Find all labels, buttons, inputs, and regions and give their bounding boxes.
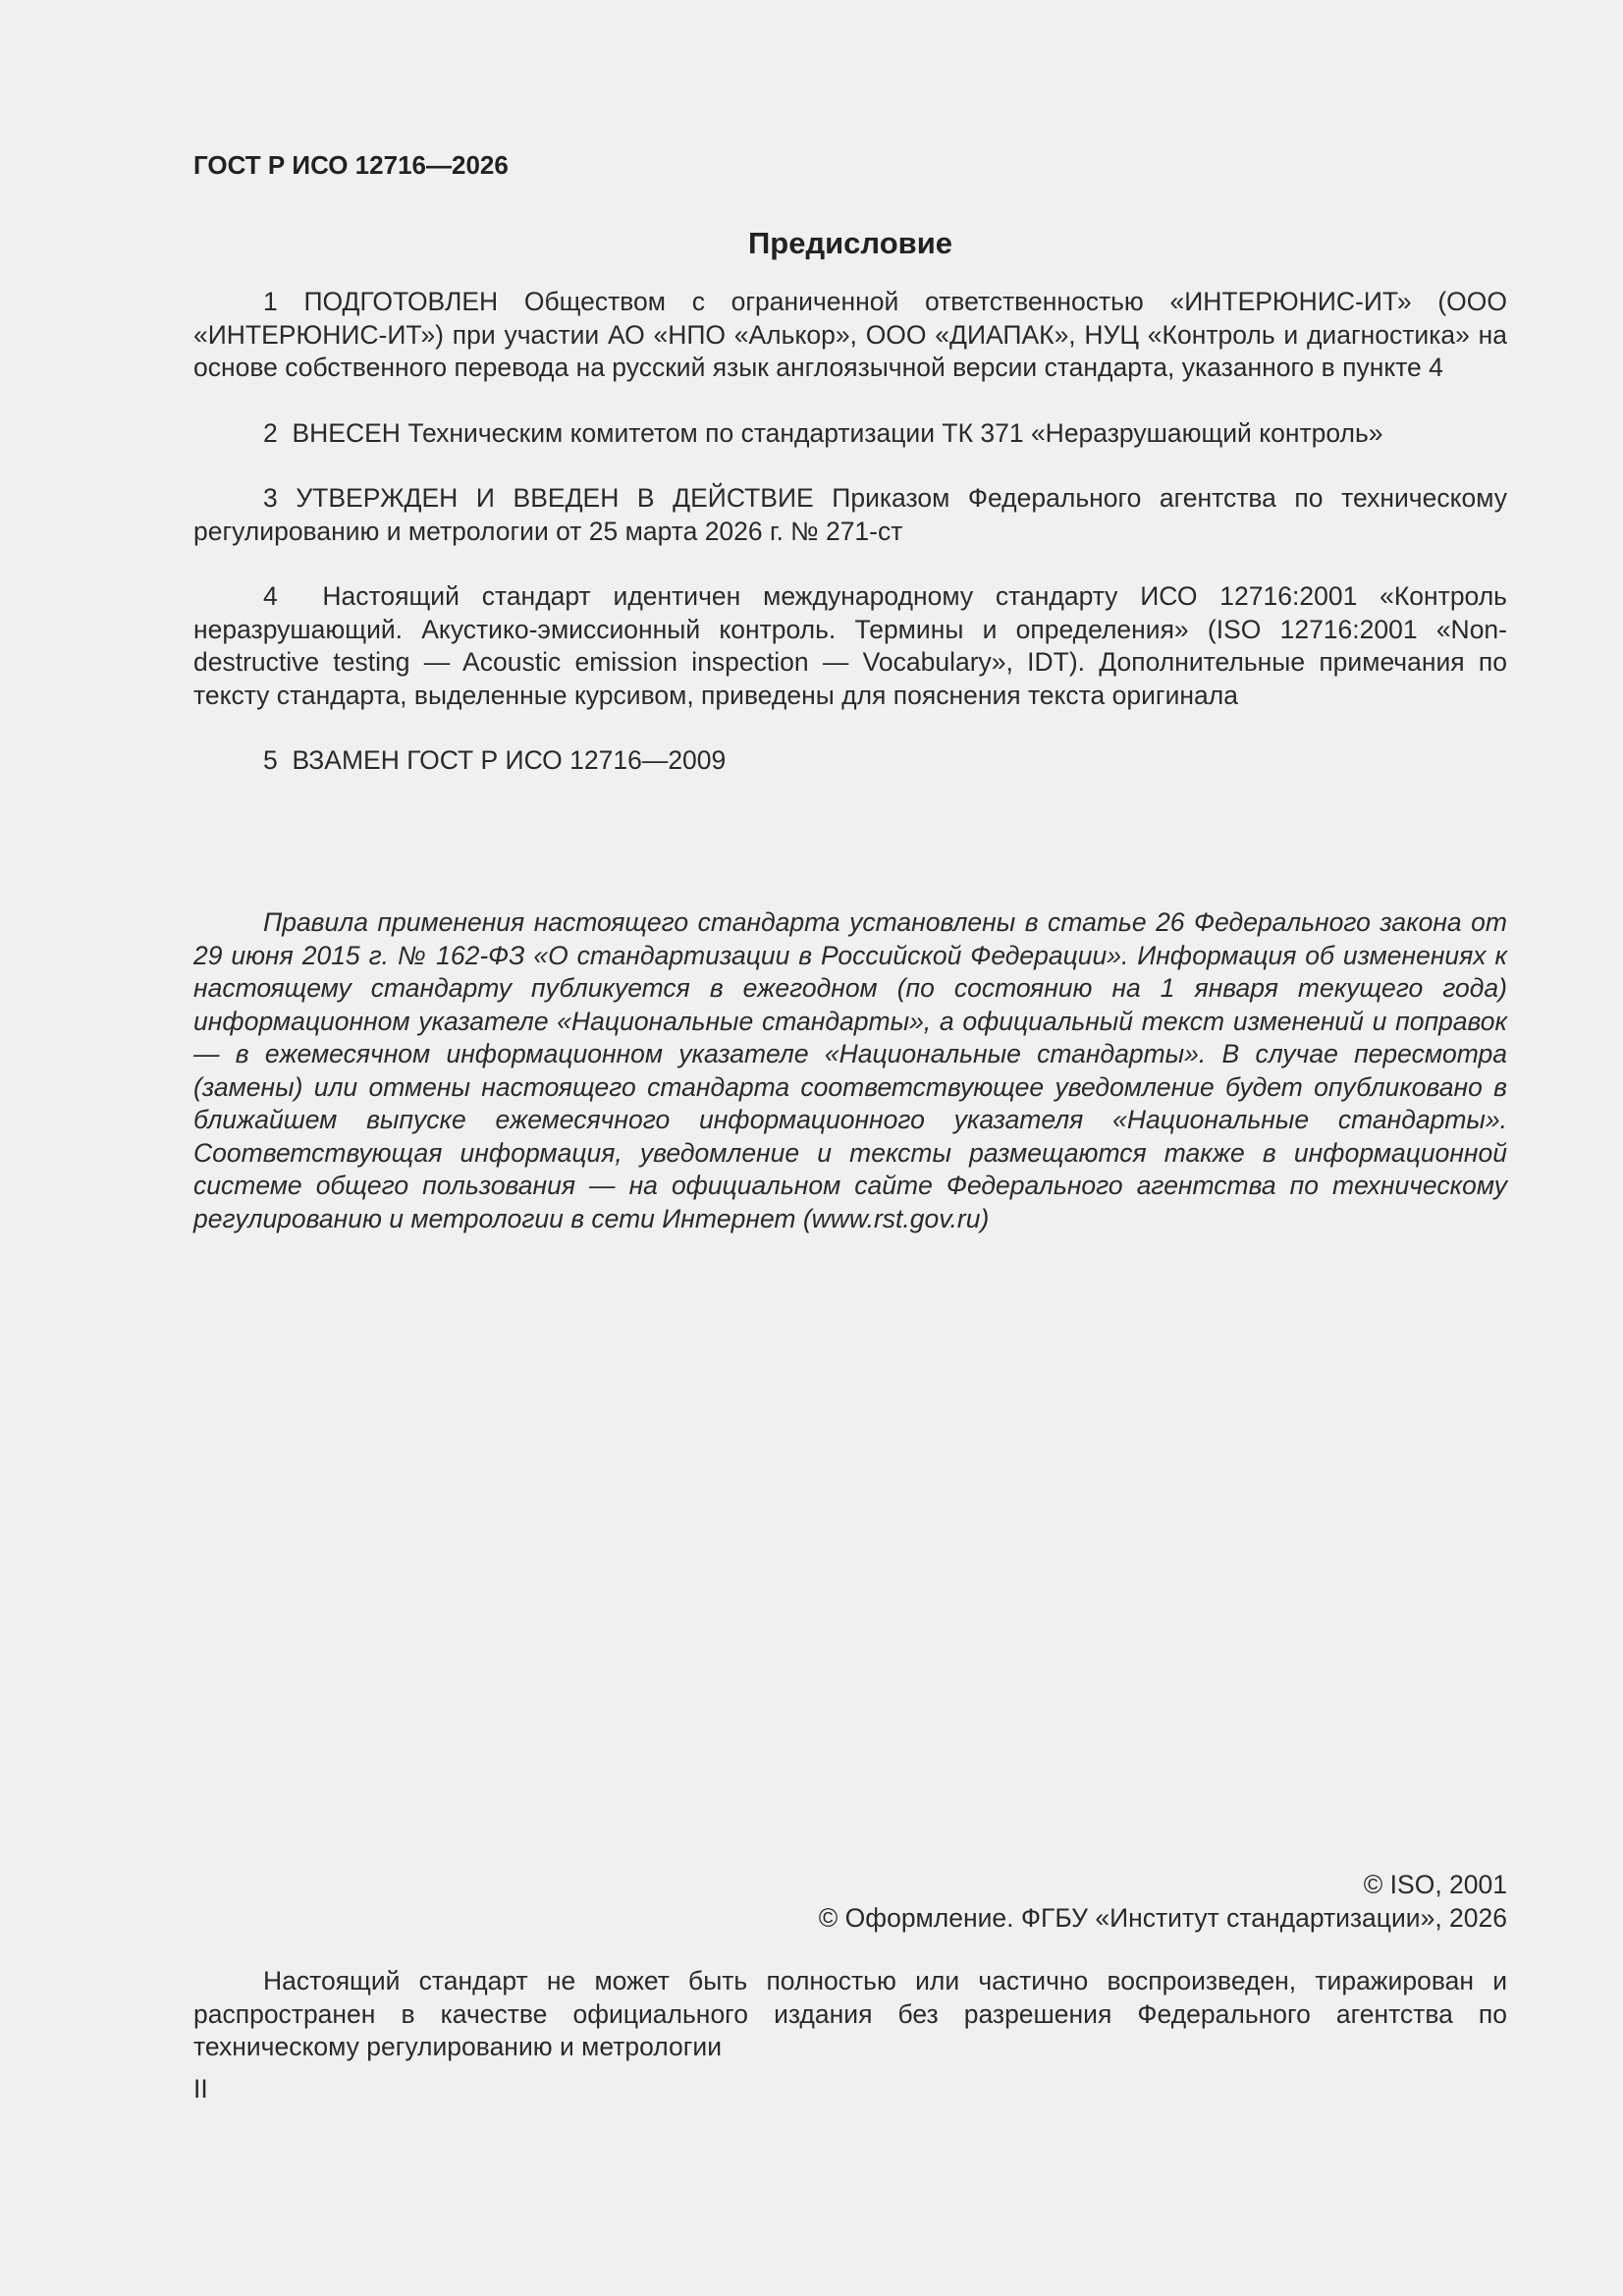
foreword-items (193, 286, 1507, 810)
item-text: стандарт идентичен международному стандарту ИСО 12716:2001 «Контроль неразрушающий. Акустико-эмиссионный контроль. Термины и определения» (ISO 12716:2001 «Non-destructive testing — Acoustic emission inspection — Vocabulary», IDT). Дополнительные примечания по тексту стандарта, выделенные курсивом, приведены для пояснения текста оригинала (193, 581, 1507, 710)
item-text: ГОСТ Р ИСО 12716—2009 (406, 745, 727, 775)
item-lead: ВЗАМЕН (292, 745, 400, 775)
foreword-item (193, 482, 1507, 548)
application-rules (193, 906, 1507, 1235)
notice-paragraph: Настоящий стандарт не может быть полностью или частично воспроизведен, тиражирован и распространен в качестве официального издания без разрешения Федерального агентства по техническому регулированию и метрологии (193, 1966, 1507, 2061)
item-number: 5 (263, 745, 278, 775)
item-lead: ВНЕСЕН (292, 417, 401, 448)
item-number: 2 (263, 417, 278, 448)
item-text: Приказом Федерального агентства по техническому регулированию и метрологии от 25 марта 2026 г. № 271-ст (193, 483, 1507, 546)
page-number: II (193, 2074, 208, 2104)
item-number: 3 (263, 483, 278, 513)
foreword-item (193, 286, 1507, 385)
copyright-design: © Оформление. ФГБУ «Институт стандартизации», 2026 (818, 1903, 1507, 1933)
item-number: 1 (263, 287, 278, 316)
foreword-item (193, 744, 1507, 778)
item-text: Техническим комитетом по стандартизации ТК 371 «Неразрушающий контроль» (407, 417, 1383, 448)
reproduction-notice (193, 1965, 1507, 2064)
copyright-iso: © ISO, 2001 (1363, 1870, 1507, 1899)
item-number: 4 (263, 581, 278, 611)
foreword-item (193, 580, 1507, 712)
item-lead: Настоящий (322, 581, 460, 611)
item-lead: ПОДГОТОВЛЕН (303, 287, 499, 316)
document-page (193, 0, 1507, 2296)
copyright-block (819, 1868, 1507, 1935)
document-code-header: ГОСТ Р ИСО 12716—2026 (193, 150, 509, 180)
foreword-item (193, 417, 1507, 451)
item-text: Обществом с ограниченной ответственностью «ИНТЕРЮНИС-ИТ» (ООО «ИНТЕРЮНИС-ИТ») при участии АО «НПО «Алькор», ООО «ДИАПАК», НУЦ «Контроль и диагностика» на основе собственного перевода на русский язык англоязычной версии стандарта, указанного в пункте 4 (193, 287, 1507, 382)
rules-paragraph: Правила применения настоящего стандарта установлены в статье 26 Федерального закона от 29 июня 2015 г. № 162-ФЗ «О стандартизации в Российской Федерации». Информация об изменениях к настоящему стандарту публикуется в ежегодном (по состоянию на 1 января текущего года) информационном указателе «Национальные стандарты», а официальный текст изменений и поправок — в ежемесячном информационном указателе «Национальные стандарты». В случае пересмотра (замены) или отмены настоящего стандарта соответствующее уведомление будет опубликовано в ближайшем выпуске ежемесячного информационного указателя «Национальные стандарты». Соответствующая информация, уведомление и тексты размещаются также в информационной системе общего пользования — на официальном сайте Федерального агентства по техническому регулированию и метрологии в сети Интернет (www.rst.gov.ru) (193, 907, 1507, 1233)
item-lead: УТВЕРЖДЕН И ВВЕДЕН В ДЕЙСТВИЕ (296, 483, 814, 513)
section-title: Предисловие (747, 226, 952, 260)
